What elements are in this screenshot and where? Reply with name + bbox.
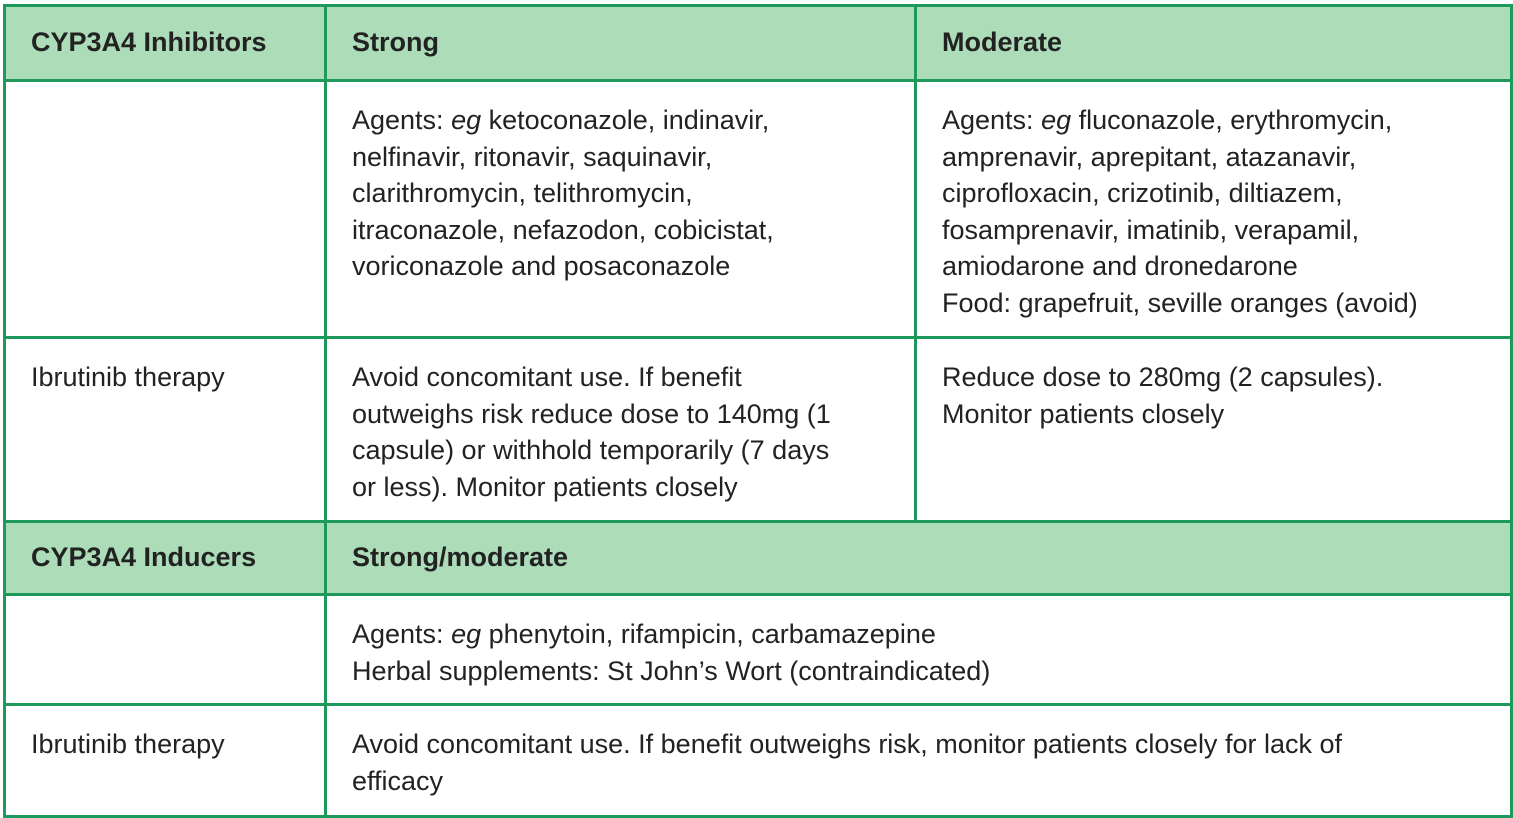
inducers-header-strong-moderate: Strong/moderate: [326, 522, 1512, 595]
inhibitors-strong-therapy-cell: [326, 338, 916, 522]
inducers-therapy-line-0: Avoid concomitant use. If benefit outweighs risk, monitor patients closely for lack of: [352, 729, 1342, 759]
inducers-therapy-line-1: efficacy: [352, 765, 444, 796]
inducers-agents-line-0: [352, 616, 1486, 653]
inhibitors-strong-therapy-line-0: Avoid concomitant use. If benefit: [352, 362, 742, 392]
inhibitors-moderate-food-line: Food: grapefruit, seville oranges (avoid): [942, 287, 1418, 318]
inhibitors-strong-agents-cell: [326, 81, 916, 338]
inhibitors-moderate-therapy-cell: [916, 338, 1512, 522]
inhibitors-moderate-agents-line-3: fosamprenavir, imatinib, verapamil,: [942, 214, 1360, 245]
inhibitors-agents-empty-cell: [5, 81, 326, 338]
inducers-agents-row: [5, 595, 1512, 705]
inducers-header-row: [5, 522, 1512, 595]
agents-text: ketoconazole, indinavir,: [481, 105, 770, 135]
inhibitors-strong-therapy-line-1: outweighs risk reduce dose to 140mg (1: [352, 398, 831, 429]
inhibitors-moderate-agents-cell: [916, 81, 1512, 338]
inhibitors-strong-agents-line-2: clarithromycin, telithromycin,: [352, 178, 693, 208]
inhibitors-moderate-therapy-line-1: Monitor patients closely: [942, 398, 1225, 429]
agents-text: fluconazole, erythromycin,: [1071, 105, 1393, 135]
inhibitors-header-moderate: Moderate: [916, 6, 1512, 81]
agents-prefix: Agents:: [352, 619, 452, 649]
inducers-agents-empty-cell: [5, 595, 326, 705]
inducers-therapy-row: [5, 705, 1512, 817]
inhibitors-header-label: CYP3A4 Inhibitors: [5, 6, 326, 81]
inducers-herbal-line: Herbal supplements: St John’s Wort (contraindicated): [352, 655, 991, 686]
inhibitors-strong-agents-line-4: voriconazole and posaconazole: [352, 251, 731, 281]
inhibitors-header-row: [5, 6, 1512, 81]
inducers-header-label: CYP3A4 Inducers: [5, 522, 326, 595]
inhibitors-moderate-agents-line-0: [942, 102, 1486, 139]
inhibitors-strong-agents-line-1: nelfinavir, ritonavir, saquinavir,: [352, 141, 713, 172]
inhibitors-moderate-agents-line-4: amiodarone and dronedarone: [942, 251, 1298, 281]
eg-abbrev: eg: [451, 105, 482, 135]
agents-prefix: Agents:: [352, 105, 452, 135]
inhibitors-moderate-agents-line-1: amprenavir, aprepitant, atazanavir,: [942, 141, 1357, 172]
cyp3a4-interaction-table: [3, 4, 1513, 818]
inhibitors-therapy-row: [5, 338, 1512, 522]
inducers-agents-cell: [326, 595, 1512, 705]
inducers-therapy-label: Ibrutinib therapy: [5, 705, 326, 817]
inducers-therapy-cell: [326, 705, 1512, 817]
agents-prefix: Agents:: [942, 105, 1042, 135]
inhibitors-strong-agents-line-0: [352, 102, 890, 139]
inhibitors-moderate-agents-line-2: ciprofloxacin, crizotinib, diltiazem,: [942, 178, 1343, 208]
inhibitors-strong-therapy-line-2: capsule) or withhold temporarily (7 days: [352, 435, 830, 465]
inhibitors-strong-agents-line-3: itraconazole, nefazodon, cobicistat,: [352, 214, 774, 245]
inhibitors-therapy-label: Ibrutinib therapy: [5, 338, 326, 522]
agents-text: phenytoin, rifampicin, carbamazepine: [481, 619, 936, 649]
eg-abbrev: eg: [451, 619, 482, 649]
inhibitors-moderate-therapy-line-0: Reduce dose to 280mg (2 capsules).: [942, 362, 1384, 392]
inhibitors-agents-row: [5, 81, 1512, 338]
inhibitors-header-strong: Strong: [326, 6, 916, 81]
inhibitors-strong-therapy-line-3: or less). Monitor patients closely: [352, 471, 738, 502]
eg-abbrev: eg: [1041, 105, 1072, 135]
